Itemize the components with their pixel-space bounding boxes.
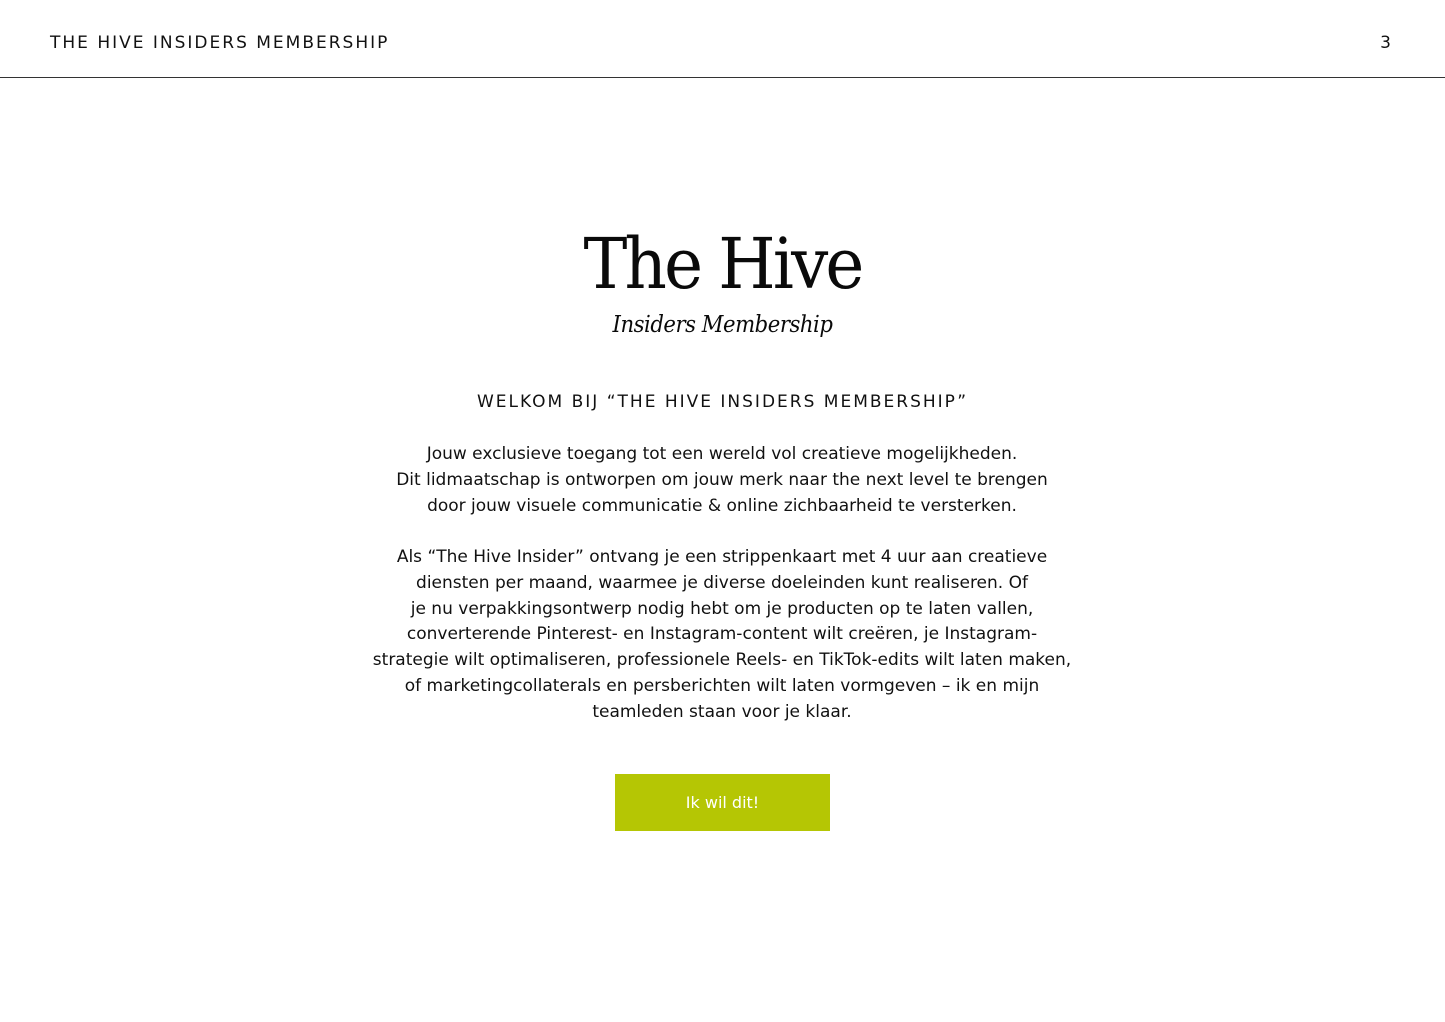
intro-line: Jouw exclusieve toegang tot een wereld vol creatieve mogelijkheden. [426,444,1018,464]
cta-button-label: Ik wil dit! [685,793,760,812]
intro-line: Dit lidmaatschap is ontworpen om jouw merk naar the next level te brengen [396,469,1048,490]
page-number: 3 [1380,33,1391,53]
logo-title: The Hive [583,223,862,305]
details-line: of marketingcollaterals en persberichten wilt laten vormgeven – ik en mijn [404,675,1040,696]
details-line: je nu verpakkingsontwerp nodig hebt om je producten op te laten vallen, [410,598,1034,619]
welcome-heading: WELKOM BIJ “THE HIVE INSIDERS MEMBERSHIP” [476,392,969,412]
details-line: converterende Pinterest- en Instagram-content wilt creëren, je Instagram- [406,624,1038,645]
details-line: Als “The Hive Insider” ontvang je een strippenkaart met 4 uur aan creatieve [396,547,1048,567]
cta-button[interactable] [615,774,830,831]
header-title: THE HIVE INSIDERS MEMBERSHIP [50,33,390,53]
details-line: strategie wilt optimaliseren, professionele Reels- en TikTok-edits wilt laten maken, [372,650,1072,671]
page-header [0,0,1445,78]
details-line: teamleden staan voor je klaar. [592,701,852,722]
intro-line: door jouw visuele communicatie & online zichbaarheid te versterken. [427,495,1017,516]
details-paragraph [322,545,1122,726]
logo-subtitle: Insiders Membership [612,312,833,338]
intro-paragraph [322,442,1122,519]
details-line: diensten per maand, waarmee je diverse doeleinden kunt realiseren. Of [416,572,1028,593]
brand-logo [0,222,1445,340]
